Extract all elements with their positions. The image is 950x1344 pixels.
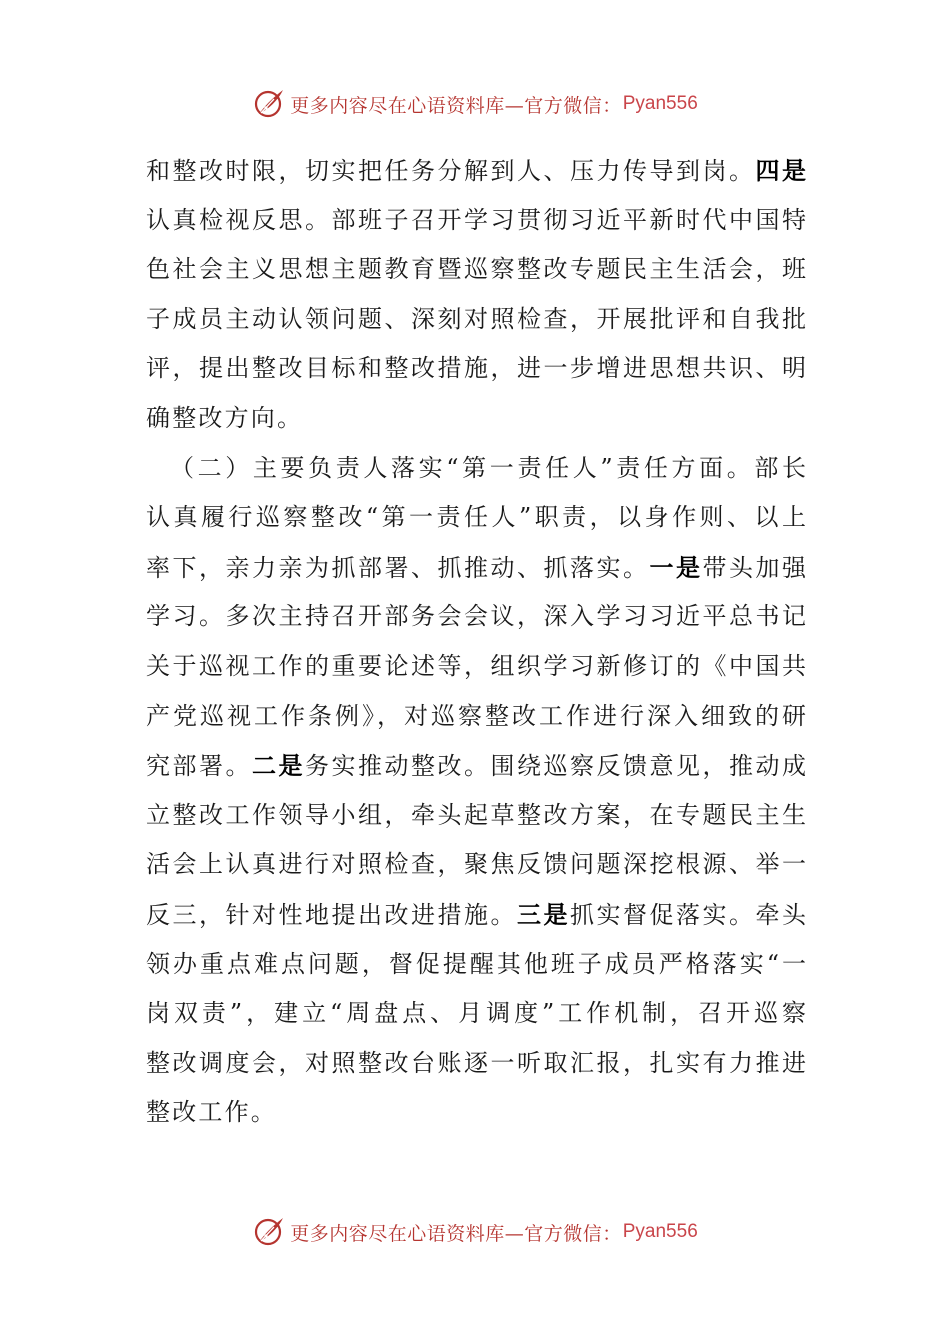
footer-watermark xyxy=(0,1212,950,1252)
text-line xyxy=(146,890,806,940)
text-segment: 产党巡视工作条例》，对巡察整改工作进行深入细致的研 xyxy=(146,701,806,730)
text-segment: 立整改工作领导小组，牵头起草整改方案，在专题民主生 xyxy=(146,800,806,829)
text-line xyxy=(146,1088,806,1138)
text-segment: 率下，亲力亲为抓部署、抓推动、抓落实。 xyxy=(146,553,650,582)
text-line xyxy=(146,394,806,444)
text-segment: 学习。多次主持召开部务会会议，深入学习习近平总书记 xyxy=(146,602,806,631)
text-segment: 关于巡视工作的重要论述等，组织学习新修订的《中国共 xyxy=(146,651,806,680)
text-line xyxy=(146,196,806,246)
text-line xyxy=(146,840,806,890)
text-segment: 整改调度会，对照整改台账逐一听取汇报，扎实有力推进 xyxy=(146,1048,806,1077)
text-segment: （二）主要负责人落实“第一责任人”责任方面。部长 xyxy=(170,453,806,482)
text-line xyxy=(146,592,806,642)
text-segment: 反三，针对性地提出改进措施。 xyxy=(146,900,517,929)
document-body xyxy=(146,146,806,1138)
text-segment: 评，提出整改目标和整改措施，进一步增进思想共识、明 xyxy=(146,354,806,383)
text-segment: 领办重点难点问题，督促提醒其他班子成员严格落实“一 xyxy=(146,949,806,978)
text-segment: 确整改方向。 xyxy=(146,403,304,432)
text-segment: 带头加强 xyxy=(702,553,806,582)
text-line xyxy=(146,940,806,990)
text-segment: 究部署。 xyxy=(146,752,252,781)
text-segment: 子成员主动认领问题、深刻对照检查，开展批评和自我批 xyxy=(146,304,806,333)
quill-pen-seal-icon xyxy=(252,87,286,121)
paragraph xyxy=(146,146,806,444)
watermark-wechat-id: Pyan556 xyxy=(622,93,698,114)
text-segment: 务实推动整改。围绕巡察反馈意见，推动成 xyxy=(305,752,806,781)
text-line xyxy=(146,245,806,295)
text-segment: 认真检视反思。部班子召开学习贯彻习近平新时代中国特 xyxy=(146,205,806,234)
text-line xyxy=(146,989,806,1039)
text-segment: 活会上认真进行对照检查，聚焦反馈问题深挖根源、举一 xyxy=(146,850,806,879)
bold-lead-phrase: 三是 xyxy=(517,899,570,929)
text-segment: 色社会主义思想主题教育暨巡察整改专题民主生活会，班 xyxy=(146,255,806,284)
bold-lead-phrase: 二是 xyxy=(252,751,305,781)
text-line xyxy=(146,1039,806,1089)
text-line xyxy=(146,642,806,692)
text-line xyxy=(146,543,806,593)
text-line xyxy=(146,295,806,345)
text-line xyxy=(146,791,806,841)
watermark-brand-text: 更多内容尽在心语资料库—官方微信： xyxy=(290,1222,622,1245)
text-line xyxy=(146,146,806,196)
text-segment: 认真履行巡察整改“第一责任人”职责，以身作则、以上 xyxy=(146,503,806,532)
text-line xyxy=(146,741,806,791)
bold-lead-phrase: 一是 xyxy=(649,552,703,582)
text-line xyxy=(146,493,806,543)
text-line xyxy=(146,344,806,394)
text-line xyxy=(146,444,806,494)
text-segment: 岗双责”，建立“周盘点、月调度”工作机制，召开巡察 xyxy=(146,999,806,1028)
quill-pen-seal-icon xyxy=(252,1215,286,1249)
header-watermark xyxy=(0,84,950,124)
paragraph xyxy=(146,444,806,1138)
watermark-wechat-id: Pyan556 xyxy=(622,1221,698,1242)
watermark-brand-text: 更多内容尽在心语资料库—官方微信： xyxy=(290,94,622,117)
bold-lead-phrase: 四是 xyxy=(755,156,806,185)
text-line xyxy=(146,692,806,742)
text-segment: 抓实督促落实。牵头 xyxy=(570,900,806,929)
text-segment: 整改工作。 xyxy=(146,1098,277,1127)
text-segment: 和整改时限，切实把任务分解到人、压力传导到岗。 xyxy=(146,157,756,185)
